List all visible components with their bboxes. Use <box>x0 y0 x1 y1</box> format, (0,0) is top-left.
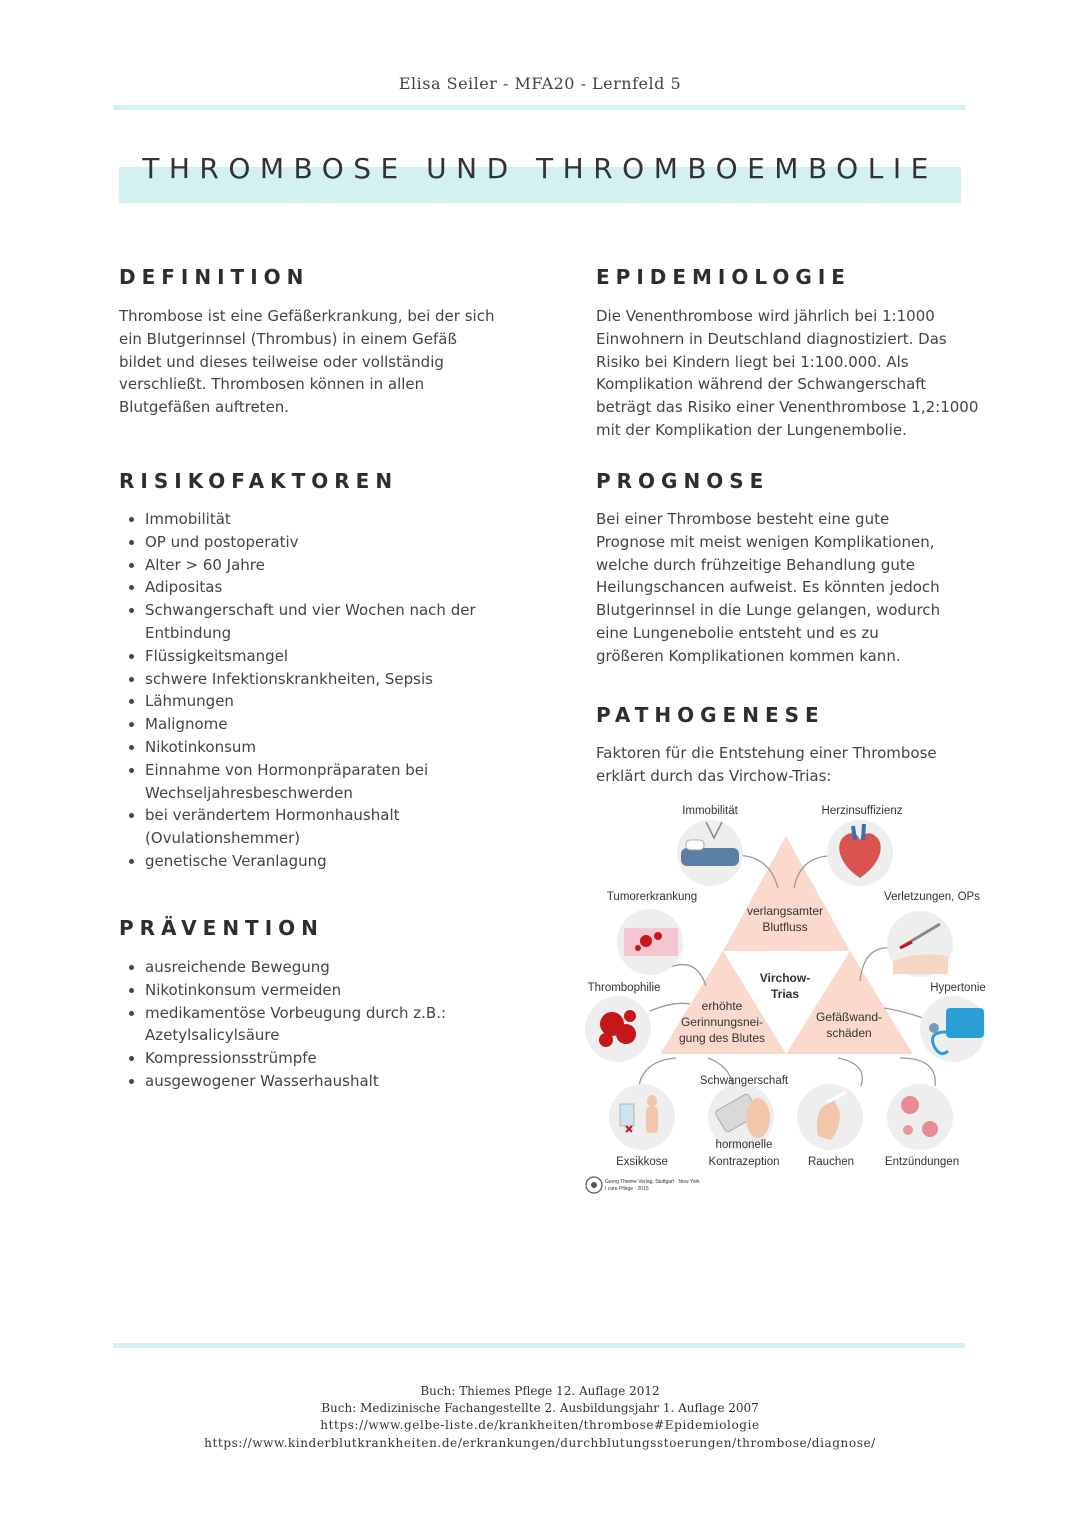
blood-pressure-icon <box>920 996 986 1062</box>
list-item: • ausreichende Bewegung <box>145 956 545 979</box>
list-item: • Lähmungen <box>145 690 545 713</box>
list-item: • Einnahme von Hormonpräparaten bei Wechseljahresbeschwerden <box>145 759 545 805</box>
label-hormonelle-2: Kontrazeption <box>708 1156 780 1168</box>
list-item: • Kompressionsstrümpfe <box>145 1047 545 1070</box>
label-gefaess-1: Gefäßwand- <box>815 1010 883 1024</box>
blood-clot-icon <box>585 996 651 1062</box>
tumor-icon <box>617 909 683 975</box>
arrow-schwangerschaft <box>838 1058 862 1086</box>
list-item: • Flüssigkeitsmangel <box>145 645 545 668</box>
pathogenese-text: Faktoren für die Entstehung einer Thrombose erklärt durch das Virchow-Trias: <box>596 744 937 785</box>
label-gerinnung-2: Gerinnungsnei- <box>680 1015 764 1029</box>
footer-rule <box>113 1343 965 1348</box>
label-immobilitaet: Immobilität <box>682 805 738 817</box>
label-hypertonie: Hypertonie <box>930 982 986 994</box>
label-schwangerschaft: Schwangerschaft <box>699 1075 789 1087</box>
label-verletzungen: Verletzungen, OPs <box>884 891 980 903</box>
arrow-tumor <box>668 965 706 986</box>
label-gerinnung-1: erhöhte <box>701 999 743 1013</box>
footer-source-1: Buch: Thiemes Pflege 12. Auflage 2012 <box>420 1384 660 1398</box>
inflammation-icon <box>887 1084 953 1150</box>
list-item: • OP und postoperativ <box>145 531 545 554</box>
pathogenese-heading: PATHOGENESE <box>596 703 825 727</box>
risikofaktoren-heading: RISIKOFAKTOREN <box>119 469 399 493</box>
epidemiologie-heading: EPIDEMIOLOGIE <box>596 265 851 289</box>
footer-source-3: https://www.gelbe-liste.de/krankheiten/thrombose#Epidemiologie <box>320 1418 760 1432</box>
bed-icon <box>677 820 743 886</box>
label-entzuendungen: Entzündungen <box>884 1156 960 1168</box>
label-thrombophilie: Thrombophilie <box>587 982 661 994</box>
list-item: • Malignome <box>145 713 545 736</box>
label-gerinnung-3: gung des Blutes <box>678 1031 766 1045</box>
label-gefaess-2: schäden <box>826 1026 872 1040</box>
footer-source-2: Buch: Medizinische Fachangestellte 2. Ausbildungsjahr 1. Auflage 2007 <box>321 1401 759 1415</box>
list-item: • Immobilität <box>145 508 545 531</box>
risikofaktoren-list <box>119 508 545 873</box>
virchow-trias-diagram <box>578 796 998 1206</box>
praevention-heading: PRÄVENTION <box>119 916 324 940</box>
definition-text: Thrombose ist eine Gefäßerkrankung, bei der sich ein Blutgerinnsel (Thrombus) in einem Gefäß bildet und dieses teilweise oder vollständig verschließt. Thrombosen können in allen Blutgefäßen auftreten. <box>119 307 495 417</box>
label-hormonelle-1: hormonelle <box>715 1139 773 1151</box>
list-item: • genetische Veranlagung <box>145 850 545 873</box>
thieme-logo-icon <box>586 1177 602 1193</box>
heart-icon <box>827 820 893 886</box>
list-item: • Nikotinkonsum vermeiden <box>145 979 545 1002</box>
dehydration-icon <box>609 1084 675 1150</box>
label-rauchen: Rauchen <box>807 1156 855 1168</box>
list-item: • ausgewogener Wasserhaushalt <box>145 1070 545 1093</box>
label-blutfluss-1: verlangsamter <box>746 904 824 918</box>
label-herzinsuffizienz: Herzinsuffizienz <box>821 805 903 817</box>
label-credit-2: I care Pflege · 2015 <box>605 1186 649 1192</box>
list-item: • Schwangerschaft und vier Wochen nach der Entbindung <box>145 599 545 645</box>
label-blutfluss-2: Blutfluss <box>762 920 808 934</box>
definition-heading: DEFINITION <box>119 265 310 289</box>
page-header: Elisa Seiler - MFA20 - Lernfeld 5 <box>398 74 682 93</box>
prognose-text: Bei einer Thrombose besteht eine gute Prognose mit meist wenigen Komplikationen, welche durch frühzeitige Behandlung gute Heilungschancen aufweist. Es könnten jedoch Blutgerinnsel in die Lunge gelangen, wodurch eine Lungenebolie entsteht und es zu größeren Komplikationen kommen kann. <box>596 510 941 665</box>
page-title: THROMBOSE UND THROMBOEMBOLIE <box>142 152 938 185</box>
scalpel-icon <box>887 911 953 977</box>
cigarette-icon <box>797 1084 863 1150</box>
praevention-list <box>119 956 545 1093</box>
label-exsikkose: Exsikkose <box>616 1156 668 1168</box>
label-virchow-2: Trias <box>770 987 800 1001</box>
list-item: • Alter > 60 Jahre <box>145 554 545 577</box>
prognose-heading: PROGNOSE <box>596 469 770 493</box>
list-item: • bei verändertem Hormonhaushalt (Ovulationshemmer) <box>145 804 545 850</box>
label-credit-1: Georg Thieme Verlag, Stuttgart · New York <box>605 1179 700 1185</box>
footer-source-4: https://www.kinderblutkrankheiten.de/erkrankungen/durchblutungsstoerungen/thrombose/diagnose/ <box>204 1436 876 1450</box>
header-rule <box>113 105 965 110</box>
arrow-entzuendung <box>900 1058 935 1086</box>
arrow-thrombophilie <box>650 1003 690 1011</box>
list-item: • Adipositas <box>145 576 545 599</box>
list-item: • medikamentöse Vorbeugung durch z.B.: Azetylsalicylsäure <box>145 1002 545 1048</box>
label-tumorerkrankung: Tumorerkrankung <box>606 891 698 903</box>
epidemiologie-text: Die Venenthrombose wird jährlich bei 1:1000 Einwohnern in Deutschland diagnostiziert. Das Risiko bei Kindern liegt bei 1:100.000. Als Komplikation während der Schwangerschaft beträgt das Risiko einer Venenthrombose 1,2:1000 mit der Komplikation der Lungenembolie. <box>596 307 979 439</box>
list-item: • Nikotinkonsum <box>145 736 545 759</box>
list-item: • schwere Infektionskrankheiten, Sepsis <box>145 668 545 691</box>
label-virchow-1: Virchow- <box>759 971 811 985</box>
